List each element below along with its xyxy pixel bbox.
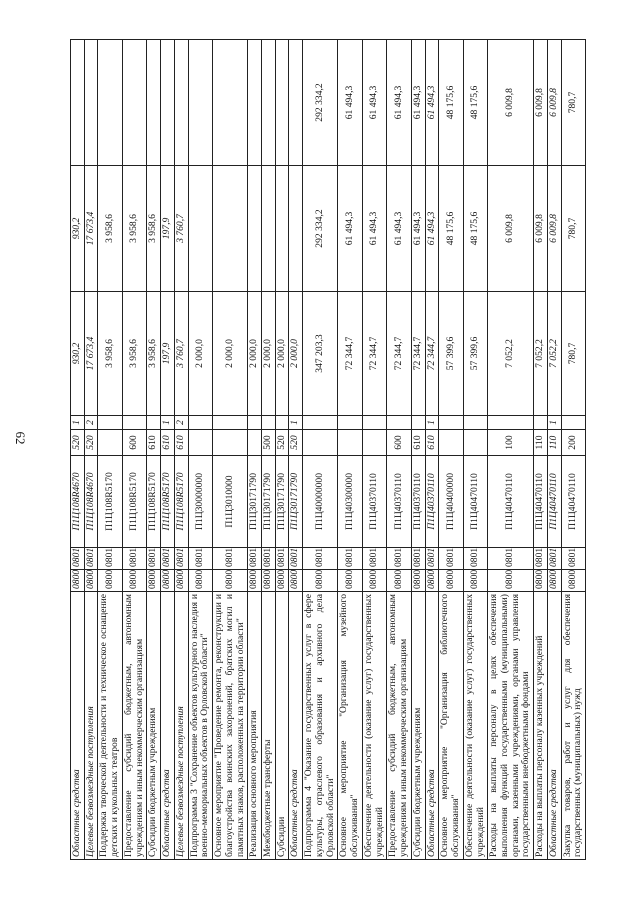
row-amount-3-cell: 6 009,8	[534, 40, 548, 166]
row-source-code-cell	[534, 416, 548, 430]
row-section-code-cell: 0801	[534, 548, 548, 570]
row-source-code-cell: 1	[425, 416, 439, 430]
row-article-code-cell: П1Ц108R5170	[174, 456, 188, 548]
row-name-cell: Основное мероприятие "Организация библиотечного обслуживания"	[439, 592, 463, 860]
row-group-code-cell: 0800	[547, 570, 561, 592]
row-group-code-cell: 0800	[188, 570, 212, 592]
row-name-cell: Закупка товаров, работ и услуг для обеспечения государственных (муниципальных) нужд	[561, 592, 585, 860]
row-group-code-cell: 0800	[561, 570, 585, 592]
row-expense-type-cell	[188, 430, 212, 456]
row-name-cell: Субсидии бюджетным учреждениям	[147, 592, 161, 860]
row-expense-type-cell	[98, 430, 122, 456]
row-name-cell: Межбюджетные трансферты	[262, 592, 276, 860]
row-amount-2-cell: 61 494,3	[387, 166, 411, 292]
table-row	[147, 40, 161, 860]
row-expense-type-cell: 610	[147, 430, 161, 456]
row-article-code-cell: П1Ц30171790	[248, 456, 262, 548]
row-name-cell: Предоставление субсидий бюджетным, автономным учреждениям и иным некоммерческим организациям	[122, 592, 146, 860]
row-name-cell: Областные средства	[289, 592, 303, 860]
row-amount-2-cell: 61 494,3	[338, 166, 362, 292]
row-amount-3-cell	[188, 40, 212, 166]
row-group-code-cell: 0800	[289, 570, 303, 592]
row-amount-2-cell: 197,9	[161, 166, 175, 292]
table-row	[248, 40, 262, 860]
row-group-code-cell: 0800	[213, 570, 248, 592]
row-amount-1-cell: 72 344,7	[425, 292, 439, 416]
row-amount-2-cell: 61 494,3	[425, 166, 439, 292]
row-name-cell: Реализация основного мероприятия	[248, 592, 262, 860]
row-name-cell: Поддержка творческой деятельности и техническое оснащение детских и кукольных театров	[98, 592, 122, 860]
row-amount-1-cell: 7 052,2	[534, 292, 548, 416]
row-amount-3-cell: 48 175,6	[463, 40, 487, 166]
row-article-code-cell: П1Ц40400000	[439, 456, 463, 548]
row-amount-3-cell: 292 334,2	[303, 40, 338, 166]
row-amount-2-cell: 930,2	[71, 166, 85, 292]
row-amount-3-cell	[289, 40, 303, 166]
row-amount-1-cell: 2 000,0	[262, 292, 276, 416]
row-article-code-cell: П1Ц40470110	[561, 456, 585, 548]
row-section-code-cell: 0801	[439, 548, 463, 570]
row-amount-1-cell: 347 203,3	[303, 292, 338, 416]
table-row	[488, 40, 534, 860]
row-amount-3-cell	[161, 40, 175, 166]
row-amount-2-cell	[289, 166, 303, 292]
row-expense-type-cell: 200	[561, 430, 585, 456]
table-row	[71, 40, 85, 860]
row-name-cell: Обеспечение деятельности (оказание услуг) государственных учреждений	[362, 592, 386, 860]
row-group-code-cell: 0800	[425, 570, 439, 592]
row-source-code-cell	[411, 416, 425, 430]
row-source-code-cell	[439, 416, 463, 430]
row-amount-3-cell: 6 009,8	[547, 40, 561, 166]
row-amount-3-cell	[174, 40, 188, 166]
row-article-code-cell: П1Ц40470110	[463, 456, 487, 548]
row-name-cell: Целевые безвозмездные поступления	[174, 592, 188, 860]
row-section-code-cell: 0801	[561, 548, 585, 570]
row-group-code-cell: 0800	[98, 570, 122, 592]
table-row	[387, 40, 411, 860]
row-amount-1-cell: 2 000,0	[188, 292, 212, 416]
row-article-code-cell: П1Ц40370110	[411, 456, 425, 548]
row-amount-1-cell: 72 344,7	[362, 292, 386, 416]
row-name-cell: Расходы на выплаты персоналу казенных учреждений	[534, 592, 548, 860]
row-amount-1-cell: 57 399,6	[463, 292, 487, 416]
row-amount-2-cell: 3 958,6	[147, 166, 161, 292]
row-amount-1-cell: 3 958,6	[147, 292, 161, 416]
row-amount-1-cell: 72 344,7	[338, 292, 362, 416]
row-amount-2-cell: 3 760,7	[174, 166, 188, 292]
row-amount-3-cell	[213, 40, 248, 166]
row-article-code-cell: П1Ц30000000	[188, 456, 212, 548]
row-article-code-cell: П1Ц108R5170	[98, 456, 122, 548]
row-section-code-cell: 0801	[213, 548, 248, 570]
row-amount-1-cell: 72 344,7	[387, 292, 411, 416]
row-expense-type-cell: 500	[262, 430, 276, 456]
row-amount-2-cell: 61 494,3	[411, 166, 425, 292]
row-section-code-cell: 0801	[84, 548, 98, 570]
row-source-code-cell: 1	[547, 416, 561, 430]
row-name-cell: Субсидии	[275, 592, 289, 860]
row-group-code-cell: 0800	[122, 570, 146, 592]
row-source-code-cell	[188, 416, 212, 430]
row-amount-2-cell: 3 958,6	[122, 166, 146, 292]
row-expense-type-cell	[303, 430, 338, 456]
row-name-cell: Расходы на выплаты персоналу в целях обеспечения выполнения функций государственными (муниципальными) органами, казенными учреждениями, органами управления государственными внебюджетными фондами	[488, 592, 534, 860]
row-group-code-cell: 0800	[362, 570, 386, 592]
row-expense-type-cell: 110	[547, 430, 561, 456]
row-source-code-cell	[303, 416, 338, 430]
row-amount-1-cell: 930,2	[71, 292, 85, 416]
row-article-code-cell: П1Ц30171790	[262, 456, 276, 548]
row-expense-type-cell: 520	[71, 430, 85, 456]
row-article-code-cell: П1Ц40370110	[362, 456, 386, 548]
row-name-cell: Областные средства	[71, 592, 85, 860]
row-amount-3-cell	[122, 40, 146, 166]
row-source-code-cell	[98, 416, 122, 430]
row-amount-2-cell: 48 175,6	[439, 166, 463, 292]
row-article-code-cell: П1Ц108R4670	[71, 456, 85, 548]
row-section-code-cell: 0801	[547, 548, 561, 570]
table-row	[362, 40, 386, 860]
table-row	[275, 40, 289, 860]
row-name-cell: Основное мероприятие "Организация музейного обслуживания"	[338, 592, 362, 860]
row-amount-1-cell: 2 000,0	[248, 292, 262, 416]
table-row	[188, 40, 212, 860]
row-group-code-cell: 0800	[161, 570, 175, 592]
row-expense-type-cell	[463, 430, 487, 456]
row-amount-1-cell: 72 344,7	[411, 292, 425, 416]
table-row	[561, 40, 585, 860]
row-amount-2-cell: 6 009,8	[534, 166, 548, 292]
row-source-code-cell	[275, 416, 289, 430]
row-section-code-cell: 0801	[425, 548, 439, 570]
row-section-code-cell: 0801	[275, 548, 289, 570]
row-amount-3-cell	[98, 40, 122, 166]
row-group-code-cell: 0800	[411, 570, 425, 592]
row-name-cell: Подпрограмма 3 "Сохранение объектов культурного наследия и военно-мемориальных объектов в Орловской области"	[188, 592, 212, 860]
row-article-code-cell: П1Ц40000000	[303, 456, 338, 548]
row-section-code-cell: 0801	[174, 548, 188, 570]
row-expense-type-cell	[248, 430, 262, 456]
row-amount-1-cell: 3 958,6	[122, 292, 146, 416]
row-amount-2-cell: 780,7	[561, 166, 585, 292]
row-expense-type-cell	[213, 430, 248, 456]
row-amount-3-cell: 6 009,8	[488, 40, 534, 166]
row-section-code-cell: 0801	[98, 548, 122, 570]
row-expense-type-cell	[439, 430, 463, 456]
row-amount-3-cell	[248, 40, 262, 166]
row-expense-type-cell: 600	[387, 430, 411, 456]
table-row	[213, 40, 248, 860]
row-name-cell: Областные средства	[547, 592, 561, 860]
row-expense-type-cell: 610	[161, 430, 175, 456]
table-row	[303, 40, 338, 860]
row-source-code-cell	[248, 416, 262, 430]
row-amount-3-cell	[84, 40, 98, 166]
row-source-code-cell	[463, 416, 487, 430]
row-article-code-cell: П1Ц3010000	[213, 456, 248, 548]
table-row	[98, 40, 122, 860]
row-section-code-cell: 0801	[303, 548, 338, 570]
row-amount-3-cell: 61 494,3	[425, 40, 439, 166]
row-article-code-cell: П1Ц40470110	[534, 456, 548, 548]
row-group-code-cell: 0800	[439, 570, 463, 592]
row-article-code-cell: П1Ц30171790	[289, 456, 303, 548]
row-amount-2-cell: 61 494,3	[362, 166, 386, 292]
row-section-code-cell: 0801	[161, 548, 175, 570]
row-amount-3-cell	[262, 40, 276, 166]
row-expense-type-cell: 110	[534, 430, 548, 456]
row-article-code-cell: П1Ц108R4670	[84, 456, 98, 548]
row-article-code-cell: П1Ц108R5170	[147, 456, 161, 548]
row-amount-2-cell	[262, 166, 276, 292]
row-name-cell: Субсидии бюджетным учреждениям	[411, 592, 425, 860]
row-section-code-cell: 0801	[122, 548, 146, 570]
row-amount-2-cell	[188, 166, 212, 292]
row-amount-1-cell: 57 399,6	[439, 292, 463, 416]
row-source-code-cell	[122, 416, 146, 430]
row-source-code-cell: 1	[289, 416, 303, 430]
table-row	[161, 40, 175, 860]
row-article-code-cell: П1Ц108R5170	[122, 456, 146, 548]
page-number: 62	[13, 431, 28, 445]
row-name-cell: Областные средства	[425, 592, 439, 860]
row-amount-3-cell: 61 494,3	[411, 40, 425, 166]
budget-table	[70, 39, 586, 860]
row-expense-type-cell: 610	[411, 430, 425, 456]
row-amount-1-cell: 2 000,0	[289, 292, 303, 416]
row-expense-type-cell	[338, 430, 362, 456]
row-expense-type-cell	[362, 430, 386, 456]
row-group-code-cell: 0800	[147, 570, 161, 592]
row-name-cell: Обеспечение деятельности (оказание услуг) государственных учреждений	[463, 592, 487, 860]
row-source-code-cell	[362, 416, 386, 430]
row-section-code-cell: 0801	[289, 548, 303, 570]
row-amount-1-cell: 3 760,7	[174, 292, 188, 416]
row-amount-3-cell: 780,7	[561, 40, 585, 166]
row-article-code-cell: П1Ц30171790	[275, 456, 289, 548]
row-amount-3-cell	[71, 40, 85, 166]
row-expense-type-cell: 600	[122, 430, 146, 456]
row-group-code-cell: 0800	[534, 570, 548, 592]
row-amount-1-cell: 2 000,0	[213, 292, 248, 416]
row-source-code-cell	[561, 416, 585, 430]
row-source-code-cell	[488, 416, 534, 430]
row-amount-3-cell: 61 494,3	[338, 40, 362, 166]
row-source-code-cell: 1	[161, 416, 175, 430]
row-section-code-cell: 0801	[362, 548, 386, 570]
row-group-code-cell: 0800	[488, 570, 534, 592]
row-group-code-cell: 0800	[262, 570, 276, 592]
row-article-code-cell: П1Ц40370110	[387, 456, 411, 548]
row-amount-3-cell: 61 494,3	[362, 40, 386, 166]
row-amount-2-cell	[275, 166, 289, 292]
table-body	[71, 40, 586, 860]
table-row	[439, 40, 463, 860]
row-amount-1-cell: 7 052,2	[488, 292, 534, 416]
row-amount-2-cell: 6 009,8	[488, 166, 534, 292]
row-article-code-cell: П1Ц40470110	[488, 456, 534, 548]
row-name-cell: Основное мероприятие "Проведение ремонта, реконструкции и благоустройства воинских захоронений, братских могил и памятных знаков, расположенных на территории области"	[213, 592, 248, 860]
row-expense-type-cell: 520	[275, 430, 289, 456]
row-amount-3-cell: 48 175,6	[439, 40, 463, 166]
row-group-code-cell: 0800	[303, 570, 338, 592]
row-section-code-cell: 0801	[338, 548, 362, 570]
table-row	[84, 40, 98, 860]
row-source-code-cell	[338, 416, 362, 430]
row-amount-2-cell: 6 009,8	[547, 166, 561, 292]
row-amount-3-cell	[275, 40, 289, 166]
row-amount-1-cell: 3 958,6	[98, 292, 122, 416]
row-amount-2-cell: 3 958,6	[98, 166, 122, 292]
row-group-code-cell: 0800	[174, 570, 188, 592]
row-section-code-cell: 0801	[188, 548, 212, 570]
row-name-cell: Подпрограмма 4 "Оказание государственных услуг в сфере культуры, отраслевого образования и архивного дела Орловской области"	[303, 592, 338, 860]
row-amount-3-cell: 61 494,3	[387, 40, 411, 166]
table-row	[534, 40, 548, 860]
row-group-code-cell: 0800	[84, 570, 98, 592]
row-group-code-cell: 0800	[338, 570, 362, 592]
table-row	[122, 40, 146, 860]
row-group-code-cell: 0800	[71, 570, 85, 592]
row-name-cell: Областные средства	[161, 592, 175, 860]
row-amount-1-cell: 197,9	[161, 292, 175, 416]
row-section-code-cell: 0801	[387, 548, 411, 570]
row-article-code-cell: П1Ц40470110	[547, 456, 561, 548]
row-section-code-cell: 0801	[262, 548, 276, 570]
row-expense-type-cell: 610	[425, 430, 439, 456]
row-group-code-cell: 0800	[463, 570, 487, 592]
table-row	[338, 40, 362, 860]
row-section-code-cell: 0801	[147, 548, 161, 570]
table-row	[411, 40, 425, 860]
row-source-code-cell	[147, 416, 161, 430]
row-group-code-cell: 0800	[387, 570, 411, 592]
row-section-code-cell: 0801	[248, 548, 262, 570]
row-amount-1-cell: 17 673,4	[84, 292, 98, 416]
row-source-code-cell: 2	[174, 416, 188, 430]
row-name-cell: Предоставление субсидий бюджетным, автономным учреждениям и иным некоммерческим организациям	[387, 592, 411, 860]
table-row	[174, 40, 188, 860]
row-section-code-cell: 0801	[71, 548, 85, 570]
row-expense-type-cell: 520	[289, 430, 303, 456]
budget-sheet	[70, 40, 605, 860]
row-amount-2-cell	[248, 166, 262, 292]
row-article-code-cell: П1Ц40300000	[338, 456, 362, 548]
row-section-code-cell: 0801	[488, 548, 534, 570]
row-group-code-cell: 0800	[248, 570, 262, 592]
row-article-code-cell: П1Ц40370110	[425, 456, 439, 548]
table-row	[425, 40, 439, 860]
table-row	[463, 40, 487, 860]
row-group-code-cell: 0800	[275, 570, 289, 592]
row-amount-2-cell: 48 175,6	[463, 166, 487, 292]
table-row	[262, 40, 276, 860]
row-article-code-cell: П1Ц108R5170	[161, 456, 175, 548]
row-amount-3-cell	[147, 40, 161, 166]
row-amount-1-cell: 780,7	[561, 292, 585, 416]
row-amount-1-cell: 7 052,2	[547, 292, 561, 416]
row-source-code-cell: 2	[84, 416, 98, 430]
row-expense-type-cell: 100	[488, 430, 534, 456]
table-row	[289, 40, 303, 860]
table-row	[547, 40, 561, 860]
row-source-code-cell	[213, 416, 248, 430]
row-amount-1-cell: 2 000,0	[275, 292, 289, 416]
row-expense-type-cell: 610	[174, 430, 188, 456]
row-name-cell: Целевые безвозмездные поступления	[84, 592, 98, 860]
row-section-code-cell: 0801	[463, 548, 487, 570]
row-source-code-cell	[387, 416, 411, 430]
row-amount-2-cell: 17 673,4	[84, 166, 98, 292]
row-source-code-cell	[262, 416, 276, 430]
row-source-code-cell: 1	[71, 416, 85, 430]
row-amount-2-cell: 292 334,2	[303, 166, 338, 292]
row-section-code-cell: 0801	[411, 548, 425, 570]
row-amount-2-cell	[213, 166, 248, 292]
row-expense-type-cell: 520	[84, 430, 98, 456]
